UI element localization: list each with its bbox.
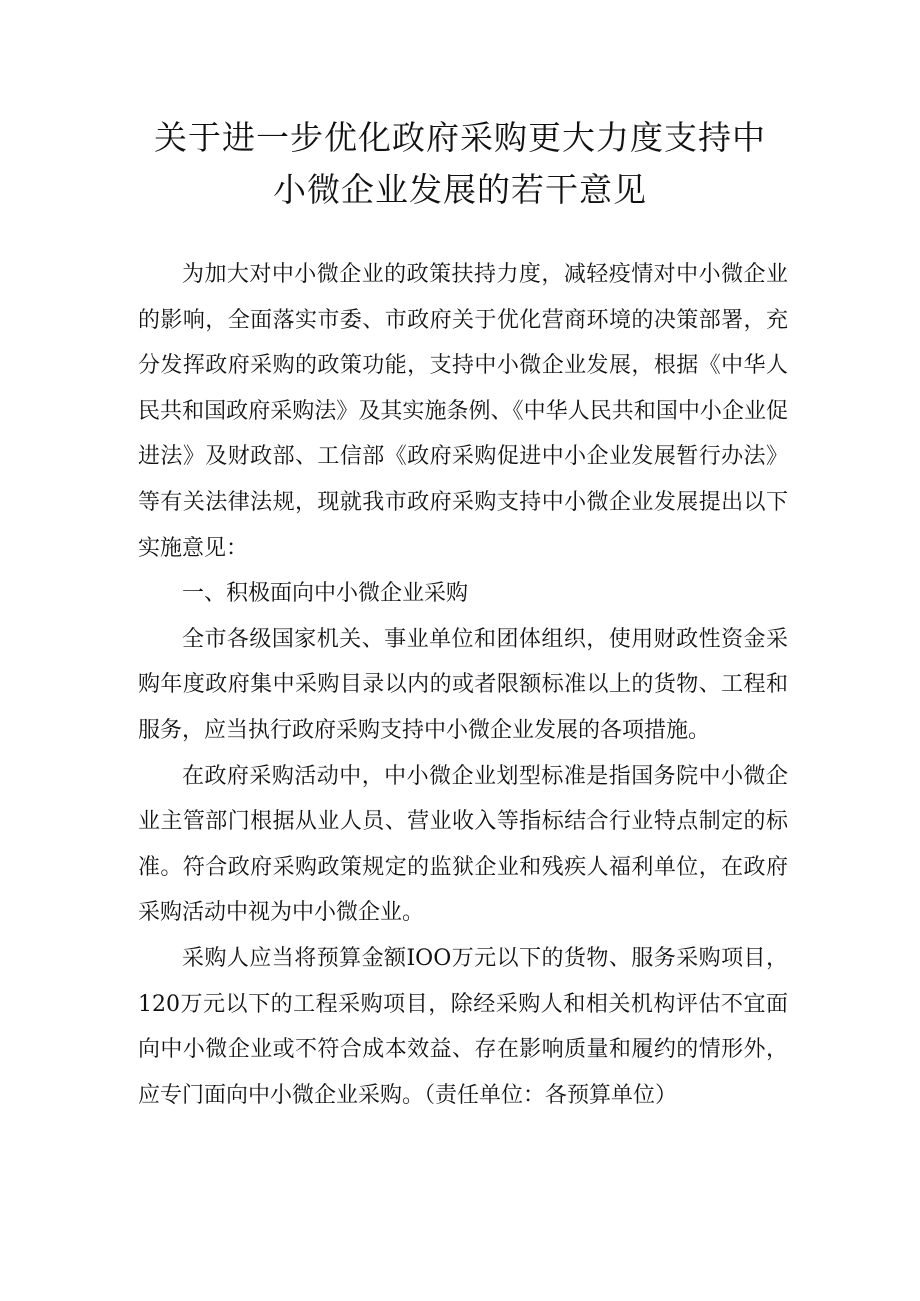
paragraph-scope: 全市各级国家机关、事业单位和团体组织，使用财政性资金采购年度政府集中采购目录以内的或者限额标准以上的货物、工程和服务，应当执行政府采购支持中小微企业发展的各项措施。 xyxy=(138,626,788,743)
document-body xyxy=(138,252,788,1118)
paragraph-classification: 在政府采购活动中，中小微企业划型标准是指国务院中小微企业主管部门根据从业人员、营业收入等指标结合行业特点制定的标准。符合政府采购政策规定的监狱企业和残疾人福利单位，在政府采购活动中视为中小微企业。 xyxy=(138,763,788,926)
paragraph-threshold: 采购人应当将预算金额IOO万元以下的货物、服务采购项目，120万元以下的工程采购项目，除经采购人和相关机构评估不宜面向中小微企业或不符合成本效益、存在影响质量和履约的情形外，应专门面向中小微企业采购。（责任单位：各预算单位） xyxy=(138,945,788,1108)
title-line-1: 关于进一步优化政府采购更大力度支持中 xyxy=(154,118,766,157)
title-line-2: 小微企业发展的若干意见 xyxy=(273,170,647,209)
section-heading-1: 一、积极面向中小微企业采购 xyxy=(182,581,469,607)
intro-paragraph: 为加大对中小微企业的政策扶持力度，减轻疫情对中小微企业的影响，全面落实市委、市政府关于优化营商环境的决策部署，充分发挥政府采购的政策功能，支持中小微企业发展，根据《中华人民共和国政府采购法》及其实施条例、《中华人民共和国中小企业促进法》及财政部、工信部《政府采购促进中小企业发展暂行办法》等有关法律法规，现就我市政府采购支持中小微企业发展提出以下实施意见： xyxy=(138,262,788,561)
document-title xyxy=(130,112,790,216)
